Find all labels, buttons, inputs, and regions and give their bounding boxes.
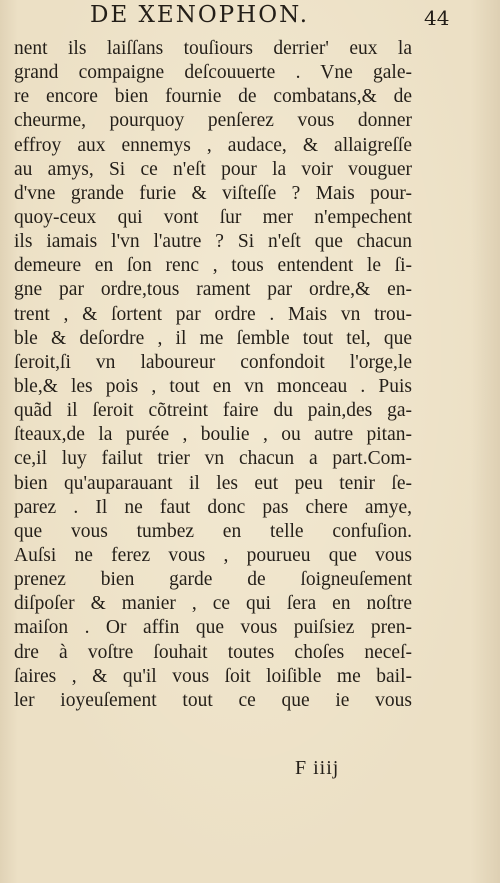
text-line: ler ioyeuſement tout ce que ie vous	[14, 689, 412, 711]
text-line: ils iamais l'vn l'autre ? Si n'eſt que chacun	[14, 231, 412, 253]
text-line: effroy aux ennemys , audace, & allaigreſſe	[14, 134, 412, 156]
text-line: d'vne grande furie & viſteſſe ? Mais pour-	[14, 182, 412, 204]
text-line: ble,& les pois , tout en vn monceau . Puis	[14, 375, 412, 397]
text-line: trent , & ſortent par ordre . Mais vn trou-	[14, 303, 412, 325]
text-line: au amys, Si ce n'eſt pour la voir vouguer	[14, 158, 412, 180]
text-line: demeure en ſon renc , tous entendent le ſi-	[14, 255, 412, 277]
text-line: ſeroit,ſi vn laboureur confondoit l'orge,le	[14, 351, 412, 373]
text-line: dre à voſtre ſouhait toutes choſes neceſ-	[14, 641, 412, 663]
text-line: ſteaux,de la purée , boulie , ou autre pitan-	[14, 424, 412, 446]
text-line: grand compaigne deſcouuerte . Vne gale-	[14, 62, 412, 84]
text-line: bien qu'auparauant il les eut peu tenir ſe-	[14, 472, 412, 494]
text-line: prenez bien garde de ſoigneuſement	[14, 569, 412, 591]
text-line: gne par ordre,tous rament par ordre,& en-	[14, 279, 412, 301]
text-line: nent ils laiſſans touſiours derrier' eux la	[14, 38, 412, 59]
text-line: ce,il luy failut trier vn chacun a part.Com-	[14, 448, 412, 470]
signature-mark: F iiij	[295, 757, 340, 779]
text-line: cheurme, pourquoy penſerez vous donner	[14, 110, 412, 132]
page-header	[0, 2, 500, 32]
text-line: ble & deſordre , il me ſemble tout tel, que	[14, 327, 412, 349]
page-number: 44	[424, 6, 450, 30]
text-line: parez . Il ne faut donc pas chere amye,	[14, 496, 412, 518]
text-line: maiſon . Or affin que vous puiſsiez pren-	[14, 617, 412, 639]
text-line: re encore bien fournie de combatans,& de	[14, 86, 412, 108]
text-line: quoy-ceux qui vont ſur mer n'empechent	[14, 206, 412, 228]
text-line: que vous tumbez en telle confuſion.	[14, 520, 412, 542]
running-title: DE XENOPHON.	[90, 2, 310, 28]
body-text	[14, 37, 412, 713]
text-line: quãd il ſeroit cõtreint faire du pain,des ga-	[14, 400, 412, 422]
text-line: diſpoſer & manier , ce qui ſera en noſtre	[14, 593, 412, 615]
text-line: ſaires , & qu'il vous ſoit loiſible me bail-	[14, 665, 412, 687]
text-line: Auſsi ne ferez vous , pourueu que vous	[14, 544, 412, 566]
